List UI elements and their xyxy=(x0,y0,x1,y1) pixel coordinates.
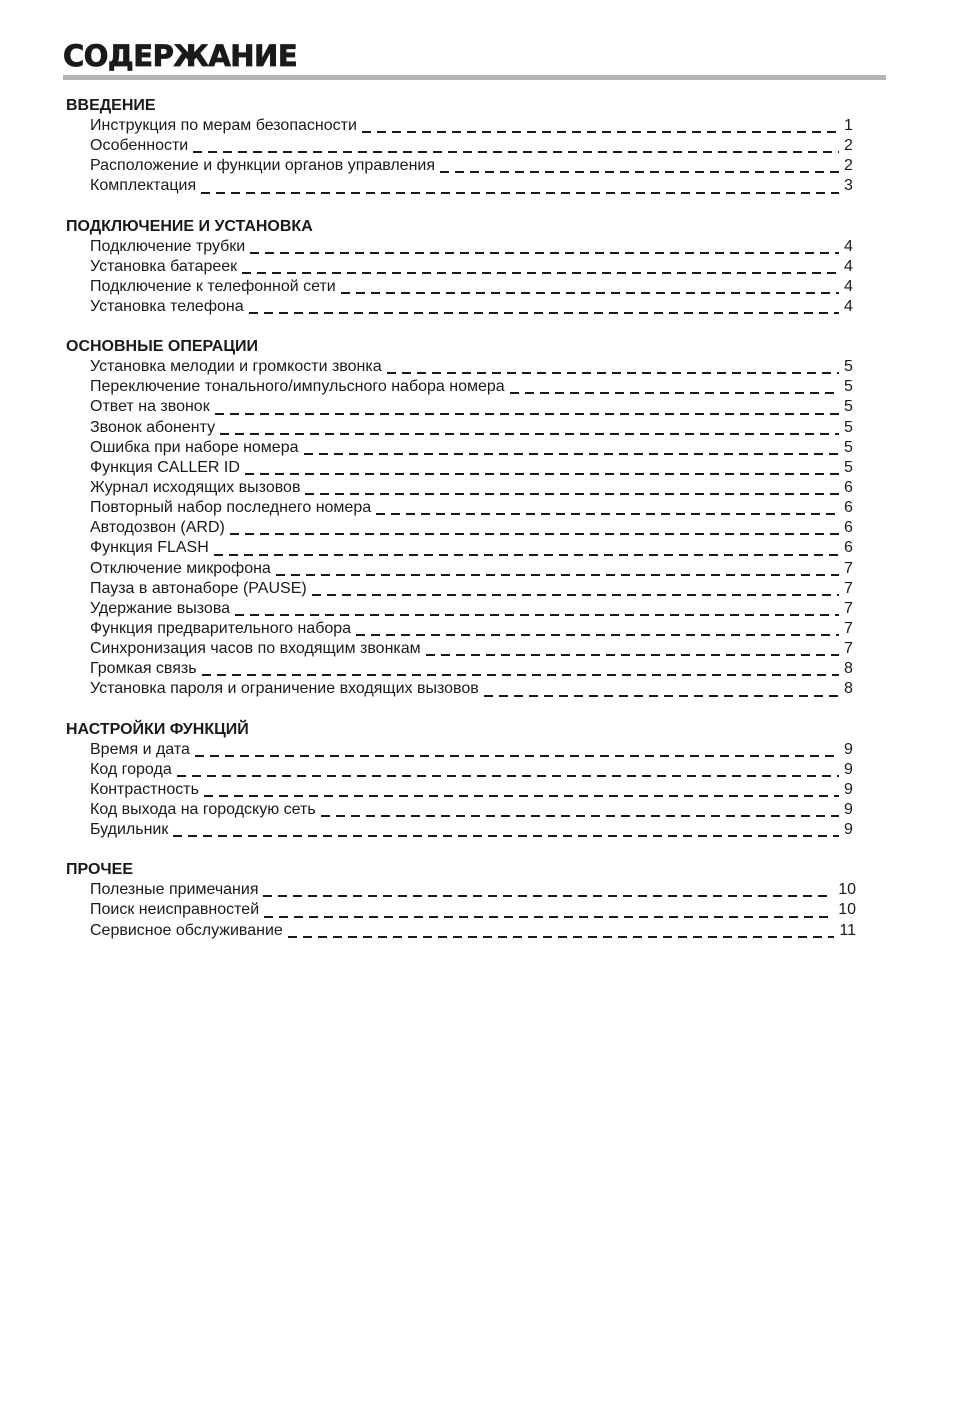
entry-title: Сервисное обслуживание xyxy=(90,921,283,939)
dash-leader xyxy=(245,473,839,475)
page-title: СОДЕРЖАНИЕ xyxy=(63,39,298,73)
toc-entry[interactable] xyxy=(66,176,856,196)
entry-title: Пауза в автонаборе (PAUSE) xyxy=(90,579,307,597)
dash-leader xyxy=(220,433,839,435)
toc-entry[interactable] xyxy=(66,679,856,699)
entry-title: Код города xyxy=(90,760,172,778)
toc-section xyxy=(66,720,856,841)
entry-title: Подключение к телефонной сети xyxy=(90,277,336,295)
toc-entry[interactable] xyxy=(66,740,856,760)
entry-title: Установка батареек xyxy=(90,257,238,275)
toc-entry[interactable] xyxy=(66,237,856,257)
entry-title: Установка пароля и ограничение входящих вызовов xyxy=(90,680,479,698)
dash-leader xyxy=(440,171,839,173)
toc-entry[interactable] xyxy=(66,579,856,599)
entry-title: Подключение трубки xyxy=(90,237,246,255)
entry-title: Звонок абоненту xyxy=(90,418,216,436)
entry-title: Установка мелодии и громкости звонка xyxy=(90,358,382,376)
entry-title: Будильник xyxy=(90,821,169,839)
page-number: 7 xyxy=(844,559,853,577)
dash-leader xyxy=(276,574,839,576)
toc-entry[interactable] xyxy=(66,116,856,136)
entry-title: Код выхода на городскую сеть xyxy=(90,800,316,818)
toc-entry[interactable] xyxy=(66,800,856,820)
entry-title: Функция предварительного набора xyxy=(90,619,352,637)
toc-entry[interactable] xyxy=(66,498,856,518)
toc-entry[interactable] xyxy=(66,418,856,438)
entry-title: Отключение микрофона xyxy=(90,559,271,577)
page-number: 8 xyxy=(844,680,853,698)
dash-leader xyxy=(195,755,839,757)
entry-title: Функция CALLER ID xyxy=(90,458,240,476)
dash-leader xyxy=(356,634,839,636)
toc-section xyxy=(66,217,856,318)
toc-entry[interactable] xyxy=(66,478,856,498)
dash-leader xyxy=(264,916,833,918)
dash-leader xyxy=(230,533,839,535)
toc-entry[interactable] xyxy=(66,438,856,458)
page-number: 5 xyxy=(844,438,853,456)
page-number: 4 xyxy=(844,257,853,275)
dash-leader xyxy=(193,151,839,153)
toc-entry[interactable] xyxy=(66,760,856,780)
page-number: 9 xyxy=(844,821,853,839)
entry-title: Ошибка при наборе номера xyxy=(90,438,299,456)
entry-title: Переключение тонального/импульсного набора номера xyxy=(90,378,505,396)
page-number: 5 xyxy=(844,358,853,376)
page-number: 7 xyxy=(844,579,853,597)
page-number: 10 xyxy=(838,881,856,899)
entry-title: Ответ на звонок xyxy=(90,398,210,416)
page-number: 4 xyxy=(844,237,853,255)
toc-entry[interactable] xyxy=(66,297,856,317)
section-heading: ВВЕДЕНИЕ xyxy=(66,97,156,114)
page-number: 6 xyxy=(844,499,853,517)
toc-entry[interactable] xyxy=(66,599,856,619)
toc-entry[interactable] xyxy=(66,559,856,579)
entry-title: Удержание вызова xyxy=(90,599,231,617)
dash-leader xyxy=(177,775,839,777)
page-number: 7 xyxy=(844,640,853,658)
dash-leader xyxy=(215,413,839,415)
toc-entry[interactable] xyxy=(66,397,856,417)
entry-title: Журнал исходящих вызовов xyxy=(90,478,301,496)
entry-title: Громкая связь xyxy=(90,660,197,678)
toc-section xyxy=(66,860,856,940)
dash-leader xyxy=(288,936,835,938)
page-number: 7 xyxy=(844,599,853,617)
dash-leader xyxy=(305,493,839,495)
dash-leader xyxy=(387,372,839,374)
page-number: 5 xyxy=(844,458,853,476)
entry-title: Полезные примечания xyxy=(90,881,259,899)
dash-leader xyxy=(362,131,839,133)
toc-entry[interactable] xyxy=(66,458,856,478)
dash-leader xyxy=(249,312,839,314)
entry-title: Синхронизация часов по входящим звонкам xyxy=(90,640,421,658)
page-number: 9 xyxy=(844,800,853,818)
toc-entry[interactable] xyxy=(66,880,856,900)
dash-leader xyxy=(426,654,839,656)
toc-entry[interactable] xyxy=(66,780,856,800)
toc-entry[interactable] xyxy=(66,156,856,176)
section-heading: НАСТРОЙКИ ФУНКЦИЙ xyxy=(66,720,249,738)
section-heading: ОСНОВНЫЕ ОПЕРАЦИИ xyxy=(66,338,259,356)
entry-title: Комплектация xyxy=(90,177,197,195)
toc-entry[interactable] xyxy=(66,921,856,941)
dash-leader xyxy=(304,453,840,455)
page-number: 11 xyxy=(839,921,856,939)
toc-entry[interactable] xyxy=(66,377,856,397)
dash-leader xyxy=(263,895,833,897)
entry-title: Повторный набор последнего номера xyxy=(90,499,372,517)
toc-entry[interactable] xyxy=(66,538,856,558)
dash-leader xyxy=(173,835,839,837)
toc-entry[interactable] xyxy=(66,277,856,297)
page-number: 2 xyxy=(844,137,853,155)
table-of-contents xyxy=(66,96,856,961)
page-number: 8 xyxy=(844,660,853,678)
entry-title: Установка телефона xyxy=(90,297,244,315)
entry-title: Поиск неисправностей xyxy=(90,901,260,919)
dash-leader xyxy=(201,192,839,194)
toc-entry[interactable] xyxy=(66,136,856,156)
dash-leader xyxy=(484,695,839,697)
entry-title: Особенности xyxy=(90,137,189,155)
dash-leader xyxy=(321,815,839,817)
entry-title: Расположение и функции органов управления xyxy=(90,157,436,175)
entry-title: Время и дата xyxy=(90,740,190,758)
dash-leader xyxy=(510,392,839,394)
page-number: 6 xyxy=(844,519,853,537)
dash-leader xyxy=(202,674,839,676)
toc-entry[interactable] xyxy=(66,820,856,840)
page-number: 5 xyxy=(844,398,853,416)
page-number: 1 xyxy=(844,117,853,134)
page-number: 9 xyxy=(844,780,853,798)
title-rule xyxy=(63,75,886,80)
entry-title: Контрастность xyxy=(90,780,199,798)
entry-title: Инструкция по мерам безопасности xyxy=(90,117,357,134)
toc-section xyxy=(66,96,856,197)
page-number: 9 xyxy=(844,740,853,758)
toc-entry[interactable] xyxy=(66,619,856,639)
toc-entry[interactable] xyxy=(66,639,856,659)
toc-entry[interactable] xyxy=(66,900,856,920)
page-number: 4 xyxy=(844,297,853,315)
page-number: 6 xyxy=(844,539,853,557)
dash-leader xyxy=(341,292,839,294)
entry-title: Автодозвон (ARD) xyxy=(90,519,225,537)
toc-section xyxy=(66,337,856,699)
dash-leader xyxy=(376,513,839,515)
dash-leader xyxy=(235,614,839,616)
toc-entry[interactable] xyxy=(66,357,856,377)
entry-title: Функция FLASH xyxy=(90,539,209,557)
page-number: 10 xyxy=(838,901,856,919)
dash-leader xyxy=(204,795,839,797)
page-number: 5 xyxy=(844,378,853,396)
page-number: 5 xyxy=(844,418,853,436)
page-number: 3 xyxy=(844,177,853,195)
dash-leader xyxy=(250,252,839,254)
page-number: 9 xyxy=(844,760,853,778)
page-number: 4 xyxy=(844,277,853,295)
toc-entry[interactable] xyxy=(66,257,856,277)
page-number: 7 xyxy=(844,619,853,637)
page-number: 6 xyxy=(844,478,853,496)
section-heading: ПРОЧЕЕ xyxy=(66,861,133,879)
section-heading: ПОДКЛЮЧЕНИЕ И УСТАНОВКА xyxy=(66,217,313,235)
toc-entry[interactable] xyxy=(66,659,856,679)
dash-leader xyxy=(312,594,839,596)
toc-entry[interactable] xyxy=(66,518,856,538)
dash-leader xyxy=(242,272,839,274)
page-number: 2 xyxy=(844,157,853,175)
dash-leader xyxy=(214,554,839,556)
